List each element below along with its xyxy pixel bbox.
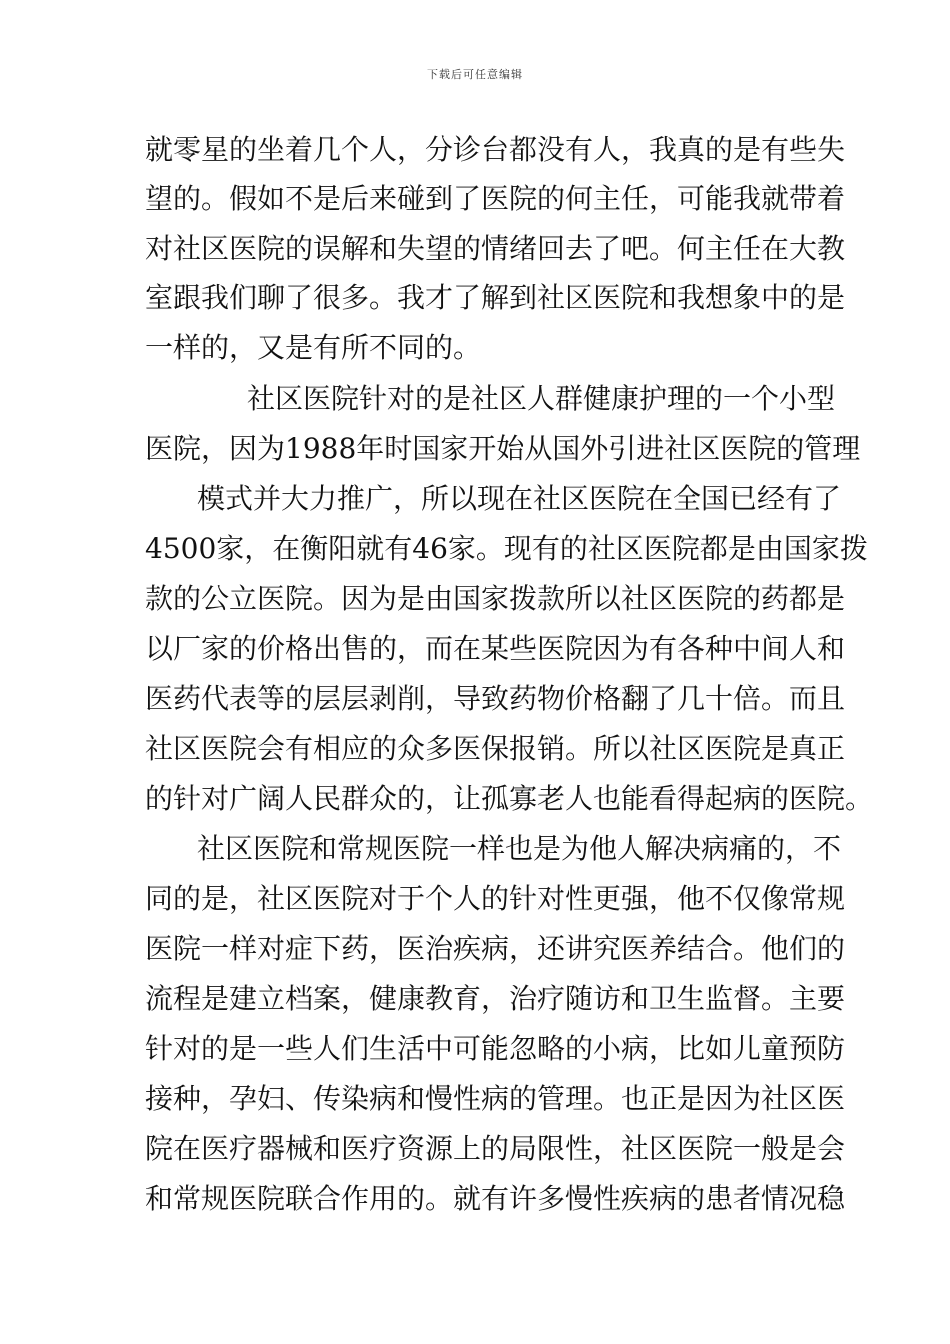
paragraph-line: 以厂家的价格出售的，而在某些医院因为有各种中间人和: [145, 632, 846, 665]
paragraph-line: 一样的，又是有所不同的。: [145, 331, 482, 364]
paragraph-line: 和常规医院联合作用的。就有许多慢性疾病的患者情况稳: [145, 1182, 846, 1215]
paragraph-line: 就零星的坐着几个人，分诊台都没有人，我真的是有些失: [145, 133, 846, 166]
paragraph-line: 医药代表等的层层剥削，导致药物价格翻了几十倍。而且: [145, 682, 846, 715]
paragraph-line: 院在医疗器械和医疗资源上的局限性，社区医院一般是会: [145, 1132, 846, 1165]
paragraph-line: 4500家，在衡阳就有46家。现有的社区医院都是由国家拨: [145, 532, 868, 565]
paragraph-line: 医院，因为1988年时国家开始从国外引进社区医院的管理: [145, 432, 861, 465]
paragraph-line: 同的是，社区医院对于个人的针对性更强，他不仅像常规: [145, 882, 846, 915]
paragraph-line: 社区医院会有相应的众多医保报销。所以社区医院是真正: [145, 732, 846, 765]
paragraph-line: 针对的是一些人们生活中可能忽略的小病，比如儿童预防: [145, 1032, 846, 1065]
paragraph-line: 医院一样对症下药，医治疾病，还讲究医养结合。他们的: [145, 932, 846, 965]
paragraph-line: 社区医院和常规医院一样也是为他人解决病痛的，不: [197, 832, 842, 865]
paragraph-line: 模式并大力推广，所以现在社区医院在全国已经有了: [197, 482, 842, 515]
paragraph-line: 对社区医院的误解和失望的情绪回去了吧。何主任在大教: [145, 232, 846, 265]
paragraph-line: 接种，孕妇、传染病和慢性病的管理。也正是因为社区医: [145, 1082, 846, 1115]
paragraph-line: 流程是建立档案，健康教育，治疗随访和卫生监督。主要: [145, 982, 846, 1015]
page-header: 下载后可任意编辑: [427, 68, 523, 81]
paragraph-line: 室跟我们聊了很多。我才了解到社区医院和我想象中的是: [145, 281, 846, 314]
paragraph-line: 款的公立医院。因为是由国家拨款所以社区医院的药都是: [145, 582, 846, 615]
paragraph-line: 望的。假如不是后来碰到了医院的何主任，可能我就带着: [145, 182, 846, 215]
paragraph-line: 的针对广阔人民群众的，让孤寡老人也能看得起病的医院。: [145, 782, 874, 815]
paragraph-line: 社区医院针对的是社区人群健康护理的一个小型: [247, 382, 836, 415]
